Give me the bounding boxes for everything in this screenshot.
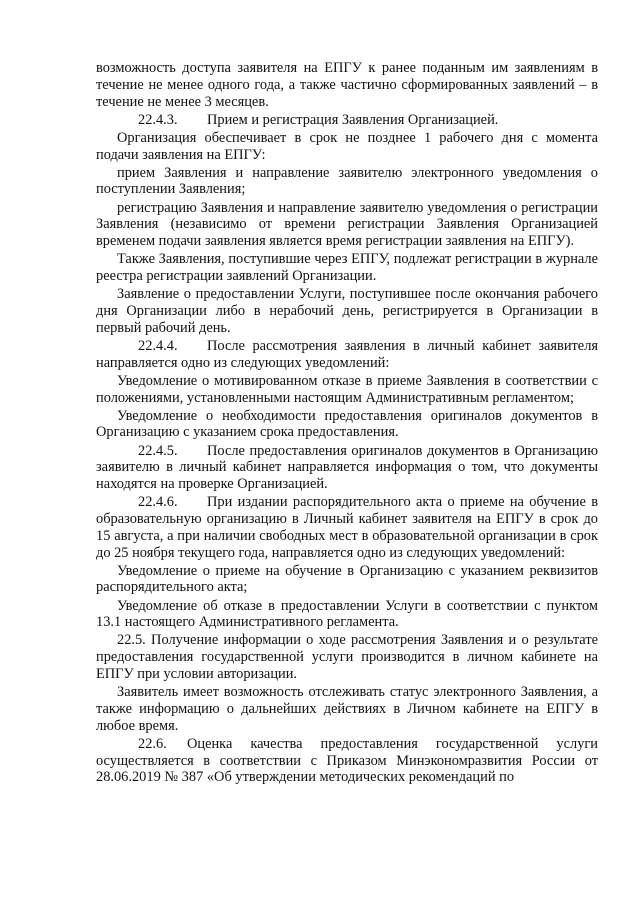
paragraph-receive: прием Заявления и направление заявителю электронного уведомления о поступлении Заявления; [96, 164, 598, 198]
clause-number: 22.4.3. [138, 111, 178, 128]
document-body [96, 60, 598, 786]
clause-number: 22.4.4. [138, 337, 178, 354]
paragraph-after-hours: Заявление о предоставлении Услуги, поступившее после окончания рабочего дня Организации либо в нерабочий день, регистрируется в Организации в первый рабочий день. [96, 286, 598, 336]
paragraph-register: регистрацию Заявления и направление заявителю уведомления о регистрации Заявления (независимо от времени регистрации Заявления Организацией временем подачи заявления является время регистрации заявления на ЕПГУ). [96, 199, 598, 250]
paragraph-continuation: возможность доступа заявителя на ЕПГУ к ранее поданным им заявлениям в течение не менее одного года, а также частично сформированных заявлений – в течение не менее 3 месяцев. [96, 60, 598, 110]
clause-number: 22.4.5. [138, 442, 178, 459]
paragraph-journal: Также Заявления, поступившие через ЕПГУ, подлежат регистрации в журнале реестра регистрации заявлений Организации. [96, 251, 598, 285]
paragraph-denial-notice: Уведомление об отказе в предоставлении Услуги в соответствии с пунктом 13.1 настоящего Административного регламента. [96, 597, 598, 631]
paragraph-22-4-6: 22.4.6. При издании распорядительного акта о приеме на обучение в образовательную организацию в Личный кабинет заявителя на ЕПГУ в срок до 15 августа, а при наличии свободных мест в образовательной организации в срок до 25 ноября текущего года, направляется одно из следующих уведомлений: [96, 494, 598, 561]
paragraph-admission-notice: Уведомление о приеме на обучение в Организацию с указанием реквизитов распорядительного акта; [96, 562, 598, 596]
paragraph-22-6: 22.6. Оценка качества предоставления государственной услуги осуществляется в соответствии с Приказом Минэкономразвития России от 28.06.2019 № 387 «Об утверждении методических рекомендаций по [96, 735, 598, 786]
paragraph-org-provides: Организация обеспечивает в срок не позднее 1 рабочего дня с момента подачи заявления на ЕПГУ: [96, 129, 598, 163]
paragraph-refusal-notice: Уведомление о мотивированном отказе в приеме Заявления в соответствии с положениями, установленными настоящим Административным регламентом; [96, 372, 598, 406]
paragraph-22-4-3-heading: 22.4.3. Прием и регистрация Заявления Организацией. [96, 112, 598, 129]
paragraph-22-5: 22.5. Получение информации о ходе рассмотрения Заявления и о результате предоставления государственной услуги производится в личном кабинете на ЕПГУ при условии авторизации. [96, 632, 598, 683]
paragraph-22-4-4: 22.4.4. После рассмотрения заявления в личный кабинет заявителя направляется одно из следующих уведомлений: [96, 337, 598, 371]
clause-number: 22.6. [138, 735, 167, 752]
clause-number: 22.4.6. [138, 494, 178, 511]
paragraph-originals-notice: Уведомление о необходимости предоставления оригиналов документов в Организацию с указанием срока предоставления. [96, 407, 598, 441]
paragraph-tracking: Заявитель имеет возможность отслеживать статус электронного Заявления, а также информацию о дальнейших действиях в Личном кабинете на ЕПГУ в любое время. [96, 684, 598, 734]
paragraph-22-4-5: 22.4.5. После предоставления оригиналов документов в Организацию заявителю в личный кабинет направляется информация о том, что документы находятся на проверке Организацией. [96, 442, 598, 493]
